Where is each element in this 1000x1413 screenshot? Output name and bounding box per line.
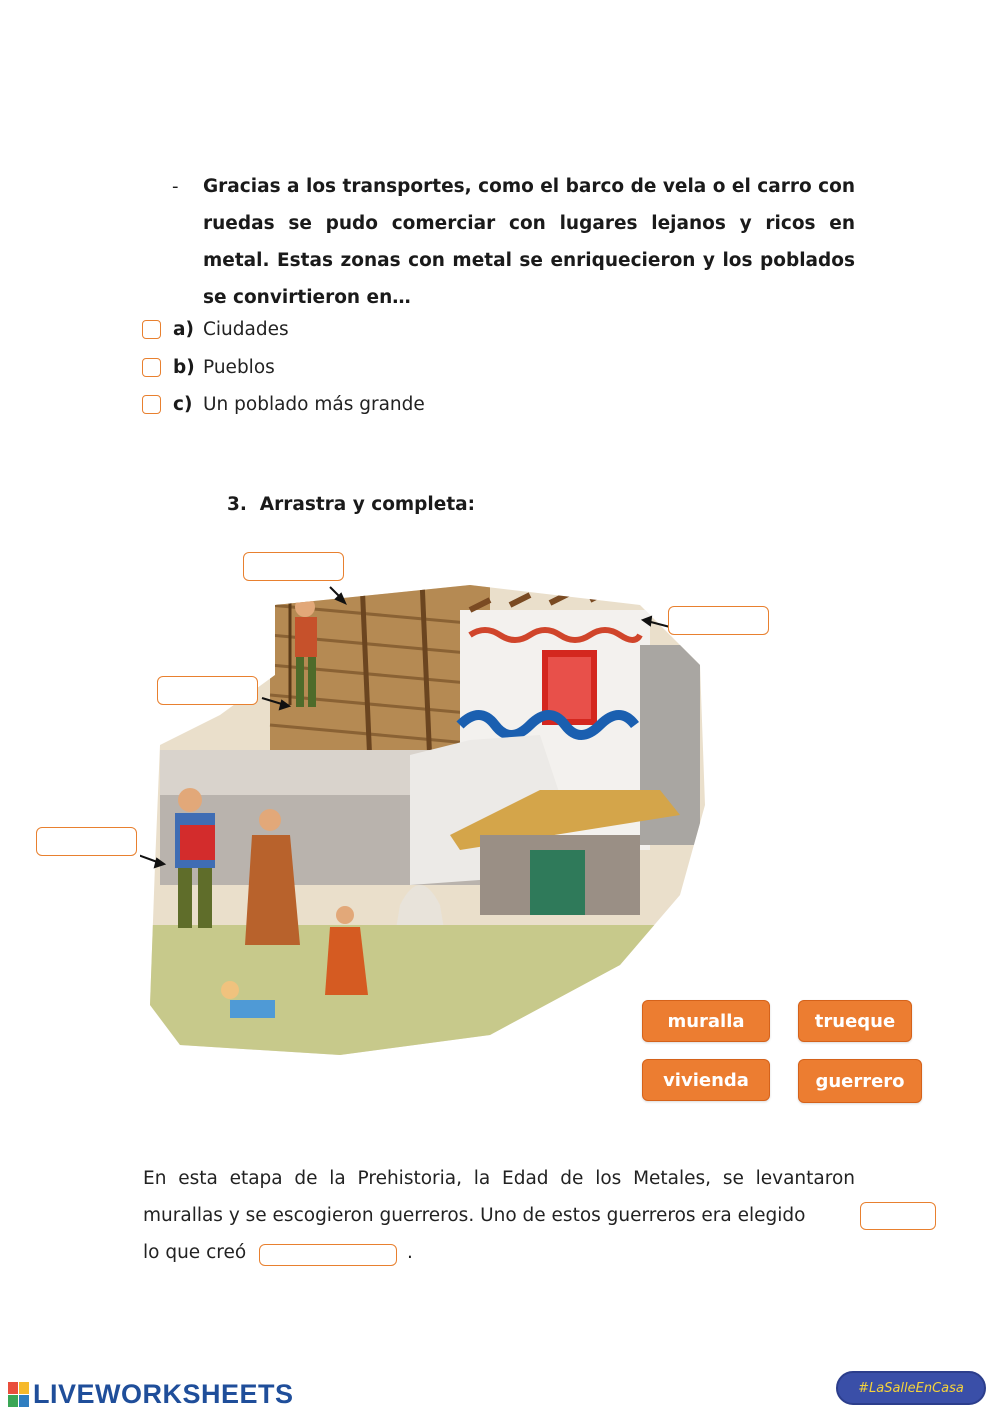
option-a-checkbox[interactable] bbox=[142, 320, 161, 339]
section-title: 3. Arrastra y completa: bbox=[227, 494, 476, 515]
option-b[interactable] bbox=[142, 352, 275, 382]
option-a-letter: a) bbox=[173, 318, 194, 340]
option-b-letter: b) bbox=[173, 356, 195, 378]
paragraph-line-3-end: . bbox=[407, 1242, 413, 1263]
logo-blocks-icon bbox=[8, 1382, 30, 1408]
option-c-text: Un poblado más grande bbox=[203, 393, 425, 415]
drop-box-house[interactable] bbox=[668, 606, 769, 635]
drop-box-merchant[interactable] bbox=[36, 827, 137, 856]
metal-age-village-illustration bbox=[140, 565, 720, 1060]
fill-in-paragraph bbox=[143, 1160, 855, 1271]
word-trueque[interactable]: trueque bbox=[798, 1000, 912, 1042]
paragraph-line-3-start: lo que creó bbox=[143, 1242, 247, 1263]
drop-box-guard[interactable] bbox=[157, 676, 258, 705]
liveworksheets-logo bbox=[8, 1379, 294, 1410]
option-b-text: Pueblos bbox=[203, 356, 275, 378]
lasalle-badge: #LaSalleEnCasa bbox=[836, 1371, 986, 1405]
option-b-checkbox[interactable] bbox=[142, 358, 161, 377]
option-c-letter: c) bbox=[173, 393, 193, 415]
word-guerrero[interactable]: guerrero bbox=[798, 1059, 922, 1103]
paragraph-line-2: murallas y se escogieron guerreros. Uno de estos guerreros era elegido bbox=[143, 1205, 806, 1226]
drop-box-inline-2[interactable] bbox=[259, 1244, 397, 1266]
paragraph-line-3 bbox=[143, 1234, 855, 1271]
paragraph-line-1: En esta etapa de la Prehistoria, la Edad de los Metales, se levantaron bbox=[143, 1168, 855, 1189]
word-vivienda[interactable]: vivienda bbox=[642, 1059, 770, 1101]
option-a-text: Ciudades bbox=[203, 318, 289, 340]
drop-box-inline-1[interactable] bbox=[860, 1202, 936, 1230]
word-muralla[interactable]: muralla bbox=[642, 1000, 770, 1042]
question-text: Gracias a los transportes, como el barco de vela o el carro con ruedas se pudo comerciar con lugares lejanos y ricos en metal. Estas zonas con metal se enriquecieron y los poblados se convirtieron en… bbox=[203, 176, 855, 308]
question-bullet: - bbox=[172, 176, 179, 197]
option-a[interactable] bbox=[142, 314, 289, 344]
option-c[interactable] bbox=[142, 389, 425, 419]
option-c-checkbox[interactable] bbox=[142, 395, 161, 414]
logo-text: LIVEWORKSHEETS bbox=[33, 1379, 294, 1409]
drop-box-top[interactable] bbox=[243, 552, 344, 581]
